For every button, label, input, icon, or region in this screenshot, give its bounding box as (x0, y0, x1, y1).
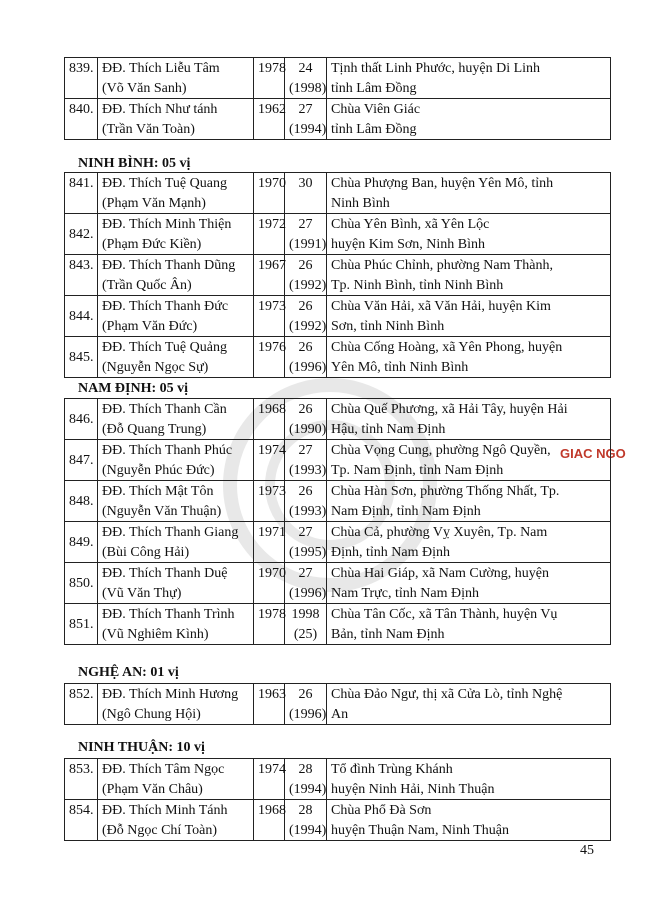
address: Chùa Văn Hải, xã Văn Hải, huyện Kim Sơn, tỉnh Ninh Bình (327, 296, 611, 337)
table-row (65, 522, 611, 563)
row-number: 839. (65, 58, 98, 99)
table-row (65, 337, 611, 378)
table-row (65, 481, 611, 522)
monk-name: ĐĐ. Thích Thanh Đức (Phạm Văn Đức) (98, 296, 254, 337)
birth-year: 1978 (254, 604, 285, 645)
monk-name: ĐĐ. Thích Minh Tánh (Đỗ Ngọc Chí Toàn) (98, 800, 254, 841)
age: 26 (1993) (285, 481, 327, 522)
age: 28 (1994) (285, 800, 327, 841)
age: 1998 (25) (285, 604, 327, 645)
age: 26 (1996) (285, 684, 327, 725)
address: Chùa Phúc Chỉnh, phường Nam Thành, Tp. Ninh Bình, tỉnh Ninh Bình (327, 255, 611, 296)
birth-year: 1973 (254, 481, 285, 522)
table-row (65, 604, 611, 645)
row-number: 853. (65, 759, 98, 800)
address: Chùa Vọng Cung, phường Ngô Quyền, Tp. Nam Định, tỉnh Nam Định (327, 440, 611, 481)
row-number: 848. (65, 481, 98, 522)
watermark-brand: GIAC NGO (560, 446, 626, 461)
table-row (65, 684, 611, 725)
address: Chùa Cống Hoàng, xã Yên Phong, huyện Yên Mô, tỉnh Ninh Bình (327, 337, 611, 378)
table-row (65, 800, 611, 841)
age: 26 (1996) (285, 337, 327, 378)
age: 28 (1994) (285, 759, 327, 800)
birth-year: 1971 (254, 522, 285, 563)
monk-name: ĐĐ. Thích Tâm Ngọc (Phạm Văn Châu) (98, 759, 254, 800)
birth-year: 1973 (254, 296, 285, 337)
birth-year: 1974 (254, 440, 285, 481)
row-number: 844. (65, 296, 98, 337)
monk-name: ĐĐ. Thích Mật Tôn (Nguyễn Văn Thuận) (98, 481, 254, 522)
birth-year: 1978 (254, 58, 285, 99)
row-number: 840. (65, 99, 98, 140)
address: Chùa Đảo Ngư, thị xã Cửa Lò, tỉnh Nghệ An (327, 684, 611, 725)
birth-year: 1968 (254, 800, 285, 841)
table-row (65, 255, 611, 296)
birth-year: 1963 (254, 684, 285, 725)
row-number: 854. (65, 800, 98, 841)
address: Tịnh thất Linh Phước, huyện Di Linh tỉnh Lâm Đồng (327, 58, 611, 99)
birth-year: 1974 (254, 759, 285, 800)
address: Chùa Cả, phường Vỵ Xuyên, Tp. Nam Định, tỉnh Nam Định (327, 522, 611, 563)
address: Chùa Yên Bình, xã Yên Lộc huyện Kim Sơn, Ninh Bình (327, 214, 611, 255)
birth-year: 1962 (254, 99, 285, 140)
section-heading-nam-dinh: NAM ĐỊNH: 05 vị (78, 381, 189, 396)
address: Chùa Phổ Đà Sơn huyện Thuận Nam, Ninh Thuận (327, 800, 611, 841)
table-nghe-an (64, 683, 611, 725)
table-row (65, 99, 611, 140)
table-row (65, 440, 611, 481)
monk-name: ĐĐ. Thích Thanh Trình (Vũ Nghiêm Kình) (98, 604, 254, 645)
row-number: 850. (65, 563, 98, 604)
age: 24 (1998) (285, 58, 327, 99)
table-row (65, 296, 611, 337)
table-ninh-thuan (64, 758, 611, 841)
row-number: 852. (65, 684, 98, 725)
age: 27 (1993) (285, 440, 327, 481)
table-row (65, 563, 611, 604)
birth-year: 1967 (254, 255, 285, 296)
table-row (65, 58, 611, 99)
monk-name: ĐĐ. Thích Thanh Dũng (Trần Quốc Ân) (98, 255, 254, 296)
age: 27 (1996) (285, 563, 327, 604)
monk-name: ĐĐ. Thích Minh Hương (Ngô Chung Hội) (98, 684, 254, 725)
row-number: 843. (65, 255, 98, 296)
address: Chùa Hàn Sơn, phường Thống Nhất, Tp. Nam Định, tỉnh Nam Định (327, 481, 611, 522)
age: 26 (1992) (285, 296, 327, 337)
monk-name: ĐĐ. Thích Thanh Phúc (Nguyễn Phúc Đức) (98, 440, 254, 481)
monk-name: ĐĐ. Thích Thanh Cần (Đỗ Quang Trung) (98, 399, 254, 440)
table-nam-dinh (64, 398, 611, 645)
birth-year: 1970 (254, 173, 285, 214)
age: 27 (1994) (285, 99, 327, 140)
age: 27 (1991) (285, 214, 327, 255)
address: Chùa Phượng Ban, huyện Yên Mô, tỉnh Ninh Bình (327, 173, 611, 214)
table-lam-dong (64, 57, 611, 140)
monk-name: ĐĐ. Thích Tuệ Quang (Phạm Văn Mạnh) (98, 173, 254, 214)
monk-name: ĐĐ. Thích Như tánh (Trần Văn Toàn) (98, 99, 254, 140)
monk-name: ĐĐ. Thích Tuệ Quảng (Nguyễn Ngọc Sự) (98, 337, 254, 378)
row-number: 847. (65, 440, 98, 481)
section-heading-nghe-an: NGHỆ AN: 01 vị (78, 665, 179, 680)
row-number: 842. (65, 214, 98, 255)
row-number: 841. (65, 173, 98, 214)
page-number: 45 (580, 843, 594, 858)
monk-name: ĐĐ. Thích Minh Thiện (Phạm Đức Kiền) (98, 214, 254, 255)
age: 26 (1990) (285, 399, 327, 440)
monk-name: ĐĐ. Thích Liễu Tâm (Võ Văn Sanh) (98, 58, 254, 99)
table-row (65, 759, 611, 800)
address: Chùa Quế Phương, xã Hải Tây, huyện Hải Hậu, tỉnh Nam Định (327, 399, 611, 440)
age: 26 (1992) (285, 255, 327, 296)
row-number: 851. (65, 604, 98, 645)
age: 27 (1995) (285, 522, 327, 563)
address: Chùa Viên Giác tỉnh Lâm Đồng (327, 99, 611, 140)
address: Chùa Hai Giáp, xã Nam Cường, huyện Nam Trực, tỉnh Nam Định (327, 563, 611, 604)
address: Tổ đình Trùng Khánh huyện Ninh Hải, Ninh Thuận (327, 759, 611, 800)
section-heading-ninh-binh: NINH BÌNH: 05 vị (78, 156, 191, 171)
address: Chùa Tân Cốc, xã Tân Thành, huyện Vụ Bản, tỉnh Nam Định (327, 604, 611, 645)
table-row (65, 173, 611, 214)
row-number: 845. (65, 337, 98, 378)
birth-year: 1976 (254, 337, 285, 378)
birth-year: 1972 (254, 214, 285, 255)
age: 30 (285, 173, 327, 214)
birth-year: 1968 (254, 399, 285, 440)
section-heading-ninh-thuan: NINH THUẬN: 10 vị (78, 740, 205, 755)
table-ninh-binh (64, 172, 611, 378)
table-row (65, 399, 611, 440)
monk-name: ĐĐ. Thích Thanh Duệ (Vũ Văn Thự) (98, 563, 254, 604)
monk-name: ĐĐ. Thích Thanh Giang (Bùi Công Hải) (98, 522, 254, 563)
row-number: 849. (65, 522, 98, 563)
table-row (65, 214, 611, 255)
birth-year: 1970 (254, 563, 285, 604)
row-number: 846. (65, 399, 98, 440)
